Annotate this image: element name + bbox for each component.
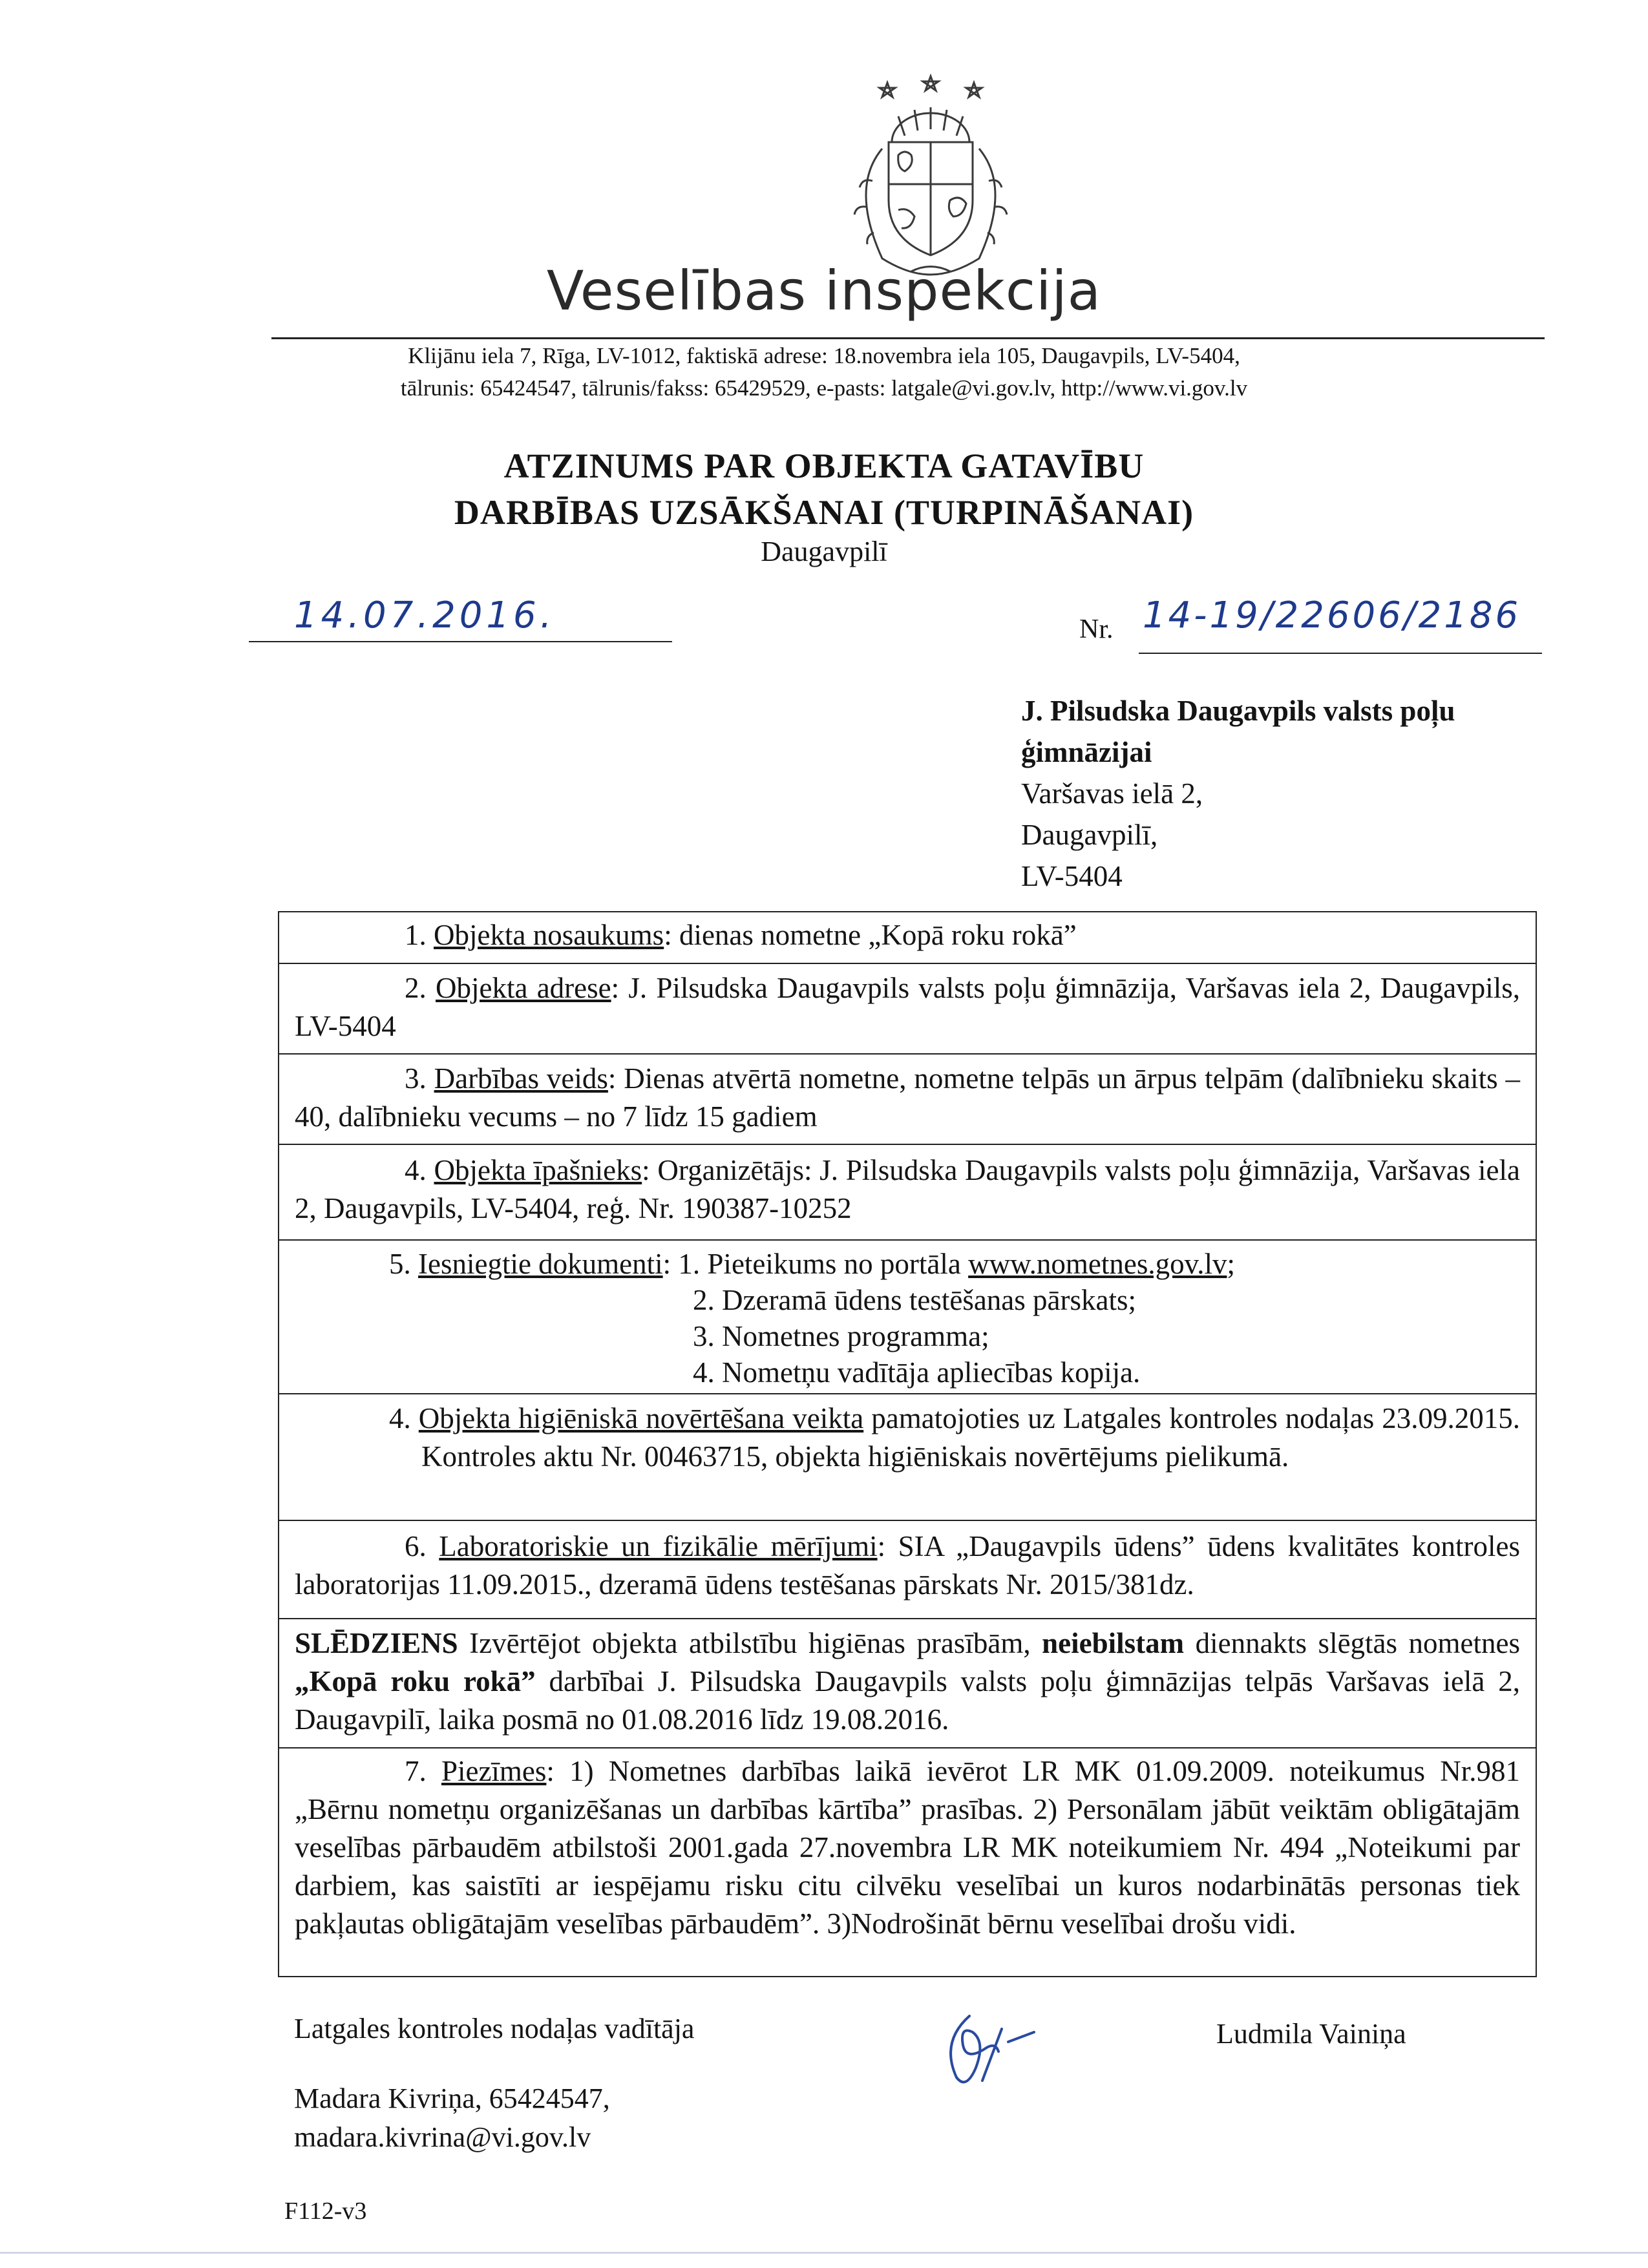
row-number: 2. (405, 972, 427, 1004)
row-text: : Organizētājs: J. Pilsudska Daugavpils valsts poļu ģimnāzija, Varšavas iela 2, Daugavpils, LV-5404, reģ. Nr. 190387-10252 (295, 1154, 1520, 1224)
header-divider (271, 337, 1545, 339)
row-number: 7. (405, 1755, 427, 1787)
table-row-notes (279, 1747, 1536, 1979)
document-item-1: : 1. Pieteikums no portāla (662, 1248, 969, 1280)
row-number: 4. (405, 1154, 427, 1186)
camp-name: „Kopā roku rokā” (295, 1665, 536, 1697)
signer-position: Latgales kontroles nodaļas vadītāja (294, 2013, 695, 2044)
row-number: 6. (405, 1530, 427, 1562)
row-label: Objekta adrese (436, 972, 611, 1004)
row-number: 3. (405, 1062, 427, 1095)
conclusion-lead: SLĒDZIENS (295, 1627, 458, 1659)
row-label: Piezīmes (441, 1755, 547, 1787)
document-item-3: 3. Nometnes programma; (693, 1320, 989, 1352)
signer-name: Ludmila Vainiņa (1216, 2018, 1406, 2050)
number-underline (1139, 653, 1542, 654)
row-text: : SIA „Daugavpils ūdens” ūdens kvalitātes kontroles laboratorijas 11.09.2015., dzeramā ūdens testēšanas pārskats Nr. 2015/381dz. (295, 1530, 1520, 1601)
document-place: Daugavpilī (761, 536, 887, 567)
addressee-name-line-1: J. Pilsudska Daugavpils valsts poļu (1021, 695, 1455, 727)
addressee-block (1021, 690, 1603, 897)
addressee-city: Daugavpilī, (1021, 819, 1158, 851)
row-text: : Dienas atvērtā nometne, nometne telpās un ārpus telpām (dalībnieku skaits – 40, dalībnieku vecums – no 7 līdz 15 gadiem (295, 1062, 1520, 1133)
addressee-postcode: LV-5404 (1021, 860, 1123, 892)
addressee-street: Varšavas ielā 2, (1021, 777, 1203, 810)
row-label: Iesniegtie dokumenti (418, 1248, 663, 1280)
row-label: Laboratoriskie un fizikālie mērījumi (439, 1530, 878, 1562)
row-text: : dienas nometne „Kopā roku rokā” (664, 919, 1077, 951)
handwritten-registration-number: 14-19/22606/2186 (1143, 594, 1521, 636)
page-edge (0, 2252, 1648, 2254)
conclusion-verdict: neiebilstam (1042, 1627, 1185, 1659)
table-row-conclusion: SLĒDZIENS Izvērtējot objekta atbilstību higiēnas prasībām, neiebilstam diennakts slēgtās nometnes „Kopā roku rokā” darbībai J. Pilsudska Daugavpils valsts poļu ģimnāzijas telpās Varšavas ielā 2, Daugavpilī, laika posmā no 01.08.2016 līdz 19.08.2016. (279, 1618, 1536, 1747)
portal-link[interactable]: www.nometnes.gov.lv (968, 1248, 1227, 1280)
row-label: Darbības veids (434, 1062, 608, 1095)
form-code: F112-v3 (284, 2198, 367, 2225)
document-item-2: 2. Dzeramā ūdens testēšanas pārskats; (693, 1284, 1137, 1316)
address-line-2: tālrunis: 65424547, tālrunis/fakss: 65429529, e-pasts: latgale@vi.gov.lv, http://www.vi.gov.lv (400, 375, 1248, 401)
date-underline (249, 641, 672, 642)
table-row-object-name (279, 912, 1536, 963)
table-row-object-address (279, 963, 1536, 1053)
row-number: 4. (389, 1402, 411, 1434)
row-text: : 1) Nometnes darbības laikā ievērot LR MK 01.09.2009. noteikumus Nr.981 „Bērnu nometņu organizēšanas un darbības kārtība” prasības. 2) Personālam jābūt veiktām obligātajām veselības pārbaudēm atbilstoši 2001.gada 27.novembra LR MK noteikumiem Nr. 494 „Noteikumi par darbiem, kas saistīti ar iespējamu risku citu cilvēku veselībai un kuros nodarbinātās personas tiek pakļautas obligātajām veselības pārbaudēm”. 3)Nodrošināt bērnu veselībai drošu vidi. (295, 1755, 1520, 1940)
table-row-submitted-documents: 5. Iesniegtie dokumenti: 1. Pieteikums no portāla www.nometnes.gov.lv; 2. Dzeramā ūdens testēšanas pārskats; 3. Nometnes programma; 4. Nometņu vadītāja apliecības kopija. (279, 1239, 1536, 1393)
table-row-laboratory-measurements (279, 1520, 1536, 1618)
row-label: Objekta nosaukums (434, 919, 664, 951)
assessment-table (278, 911, 1537, 1977)
table-row-hygienic-assessment (279, 1393, 1536, 1520)
document-item-4: 4. Nometņu vadītāja apliecības kopija. (693, 1356, 1141, 1389)
table-row-owner (279, 1144, 1536, 1239)
row-number: 5. (389, 1248, 411, 1280)
row-label: Objekta higiēniskā novērtēšana veikta (418, 1402, 864, 1434)
handwritten-date: 14.07.2016. (294, 594, 556, 636)
contact-email: madara.kivrina@vi.gov.lv (294, 2121, 591, 2153)
contact-name: Madara Kivriņa, 65424547, (294, 2083, 610, 2114)
addressee-name-line-2: ģimnāzijai (1021, 736, 1152, 768)
row-number: 1. (405, 919, 427, 951)
document-title-line-2: DARBĪBAS UZSĀKŠANAI (TURPINĀŠANAI) (454, 493, 1194, 532)
number-label: Nr. (1079, 614, 1114, 644)
row-text: : J. Pilsudska Daugavpils valsts poļu ģimnāzija, Varšavas iela 2, Daugavpils, LV-5404 (295, 972, 1520, 1042)
row-text: pamatojoties uz Latgales kontroles nodaļas 23.09.2015. Kontroles aktu Nr. 00463715, objekta higiēniskais novērtējums pielikumā. (421, 1402, 1521, 1473)
row-label: Objekta īpašnieks (434, 1154, 642, 1186)
coat-of-arms-icon (821, 71, 1041, 284)
document-title-line-1: ATZINUMS PAR OBJEKTA GATAVĪBU (503, 446, 1145, 485)
address-line-1: Klijānu iela 7, Rīga, LV-1012, faktiskā adrese: 18.novembra iela 105, Daugavpils, LV-5404, (408, 343, 1240, 368)
table-row-activity-type (279, 1053, 1536, 1144)
handwritten-signature-icon (924, 2003, 1079, 2100)
organization-name: Veselības inspekcija (546, 259, 1102, 322)
